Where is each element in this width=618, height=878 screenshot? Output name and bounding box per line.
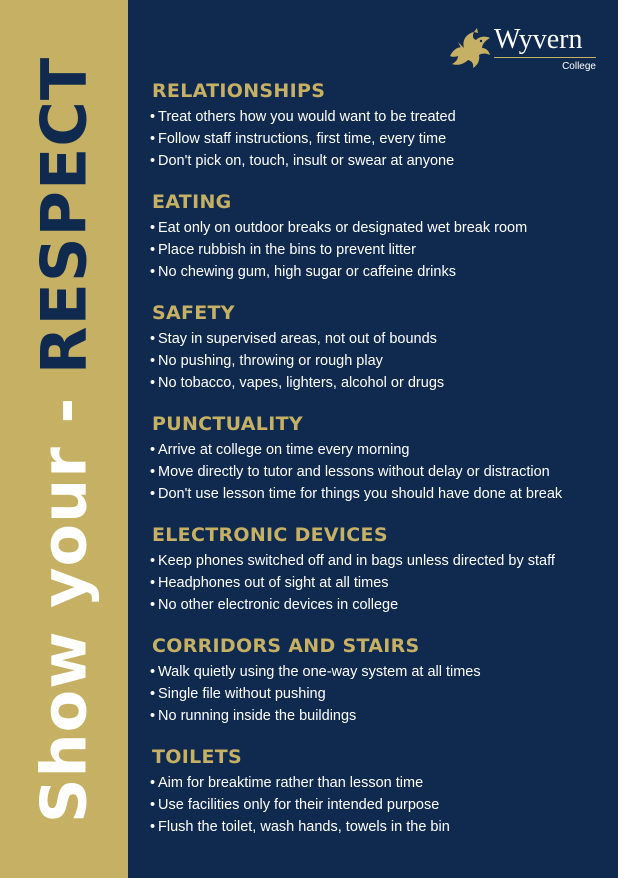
bullet-icon: • [150, 375, 156, 391]
rule-item [150, 372, 610, 394]
rule-item [150, 705, 610, 727]
rule-items [150, 217, 610, 283]
rule-text: Single file without pushing [158, 686, 326, 702]
sidebar-title [28, 57, 101, 823]
rule-text: No tobacco, vapes, lighters, alcohol or drugs [158, 375, 445, 391]
bullet-icon: • [150, 686, 156, 702]
rule-section [150, 413, 610, 505]
rule-text: Treat others how you would want to be treated [158, 109, 456, 125]
rules-list [150, 80, 610, 857]
bullet-icon: • [150, 553, 156, 569]
section-title: CORRIDORS AND STAIRS [152, 635, 420, 657]
rule-item [150, 461, 610, 483]
rule-text: No other electronic devices in college [158, 597, 399, 613]
rule-text: Stay in supervised areas, not out of bounds [158, 331, 437, 347]
bullet-icon: • [150, 664, 156, 680]
rule-items [150, 439, 610, 505]
rule-item [150, 483, 610, 505]
bullet-icon: • [150, 109, 156, 125]
bullet-icon: • [150, 153, 156, 169]
rule-item [150, 794, 610, 816]
college-logo [446, 24, 598, 76]
rule-text: Don't use lesson time for things you should have done at break [158, 486, 563, 502]
rule-items [150, 550, 610, 616]
rule-section [150, 302, 610, 394]
rule-item [150, 128, 610, 150]
rule-section [150, 746, 610, 838]
rule-item [150, 439, 610, 461]
rule-text: Eat only on outdoor breaks or designated wet break room [158, 220, 528, 236]
bullet-icon: • [150, 353, 156, 369]
bullet-icon: • [150, 442, 156, 458]
rule-text: Walk quietly using the one-way system at all times [158, 664, 481, 680]
sidebar-title-respect: RESPECT [27, 56, 101, 375]
bullet-icon: • [150, 708, 156, 724]
logo-name: Wyvern [494, 24, 583, 55]
bullet-icon: • [150, 264, 156, 280]
rule-text: Place rubbish in the bins to prevent litter [158, 242, 416, 258]
rule-text: Flush the toilet, wash hands, towels in the bin [158, 819, 450, 835]
bullet-icon: • [150, 797, 156, 813]
rule-text: Move directly to tutor and lessons without delay or distraction [158, 464, 550, 480]
rule-item [150, 661, 610, 683]
rule-items [150, 328, 610, 394]
rule-items [150, 661, 610, 727]
section-title: SAFETY [152, 302, 235, 324]
rule-item [150, 772, 610, 794]
bullet-icon: • [150, 464, 156, 480]
bullet-icon: • [150, 242, 156, 258]
rule-section [150, 191, 610, 283]
rule-item [150, 550, 610, 572]
rule-item [150, 328, 610, 350]
rule-item [150, 816, 610, 838]
bullet-icon: • [150, 819, 156, 835]
rule-text: Use facilities only for their intended purpose [158, 797, 440, 813]
bullet-icon: • [150, 597, 156, 613]
rule-section [150, 524, 610, 616]
rule-text: Arrive at college on time every morning [158, 442, 410, 458]
section-title: RELATIONSHIPS [152, 80, 326, 102]
rule-item [150, 572, 610, 594]
rule-items [150, 772, 610, 838]
rule-item [150, 683, 610, 705]
rule-text: Keep phones switched off and in bags unless directed by staff [158, 553, 555, 569]
bullet-icon: • [150, 131, 156, 147]
bullet-icon: • [150, 220, 156, 236]
rule-text: Follow staff instructions, first time, every time [158, 131, 447, 147]
rule-section [150, 635, 610, 727]
rule-item [150, 261, 610, 283]
dragon-icon [446, 26, 492, 72]
rule-text: Aim for breaktime rather than lesson time [158, 775, 424, 791]
rule-text: Don't pick on, touch, insult or swear at anyone [158, 153, 455, 169]
rule-item [150, 217, 610, 239]
rule-section [150, 80, 610, 172]
rule-item [150, 239, 610, 261]
rule-item [150, 594, 610, 616]
rule-text: No pushing, throwing or rough play [158, 353, 383, 369]
rule-items [150, 106, 610, 172]
section-title: EATING [152, 191, 232, 213]
bullet-icon: • [150, 331, 156, 347]
bullet-icon: • [150, 775, 156, 791]
bullet-icon: • [150, 486, 156, 502]
logo-subtitle: College [562, 61, 596, 72]
rule-text: Headphones out of sight at all times [158, 575, 389, 591]
logo-divider [494, 57, 596, 58]
rule-item [150, 350, 610, 372]
rule-text: No running inside the buildings [158, 708, 357, 724]
section-title: PUNCTUALITY [152, 413, 303, 435]
bullet-icon: • [150, 575, 156, 591]
section-title: TOILETS [152, 746, 243, 768]
sidebar-title-show-your: Show your - [27, 374, 101, 824]
rule-item [150, 106, 610, 128]
rule-item [150, 150, 610, 172]
section-title: ELECTRONIC DEVICES [152, 524, 388, 546]
sidebar-banner [0, 0, 128, 878]
rule-text: No chewing gum, high sugar or caffeine drinks [158, 264, 456, 280]
